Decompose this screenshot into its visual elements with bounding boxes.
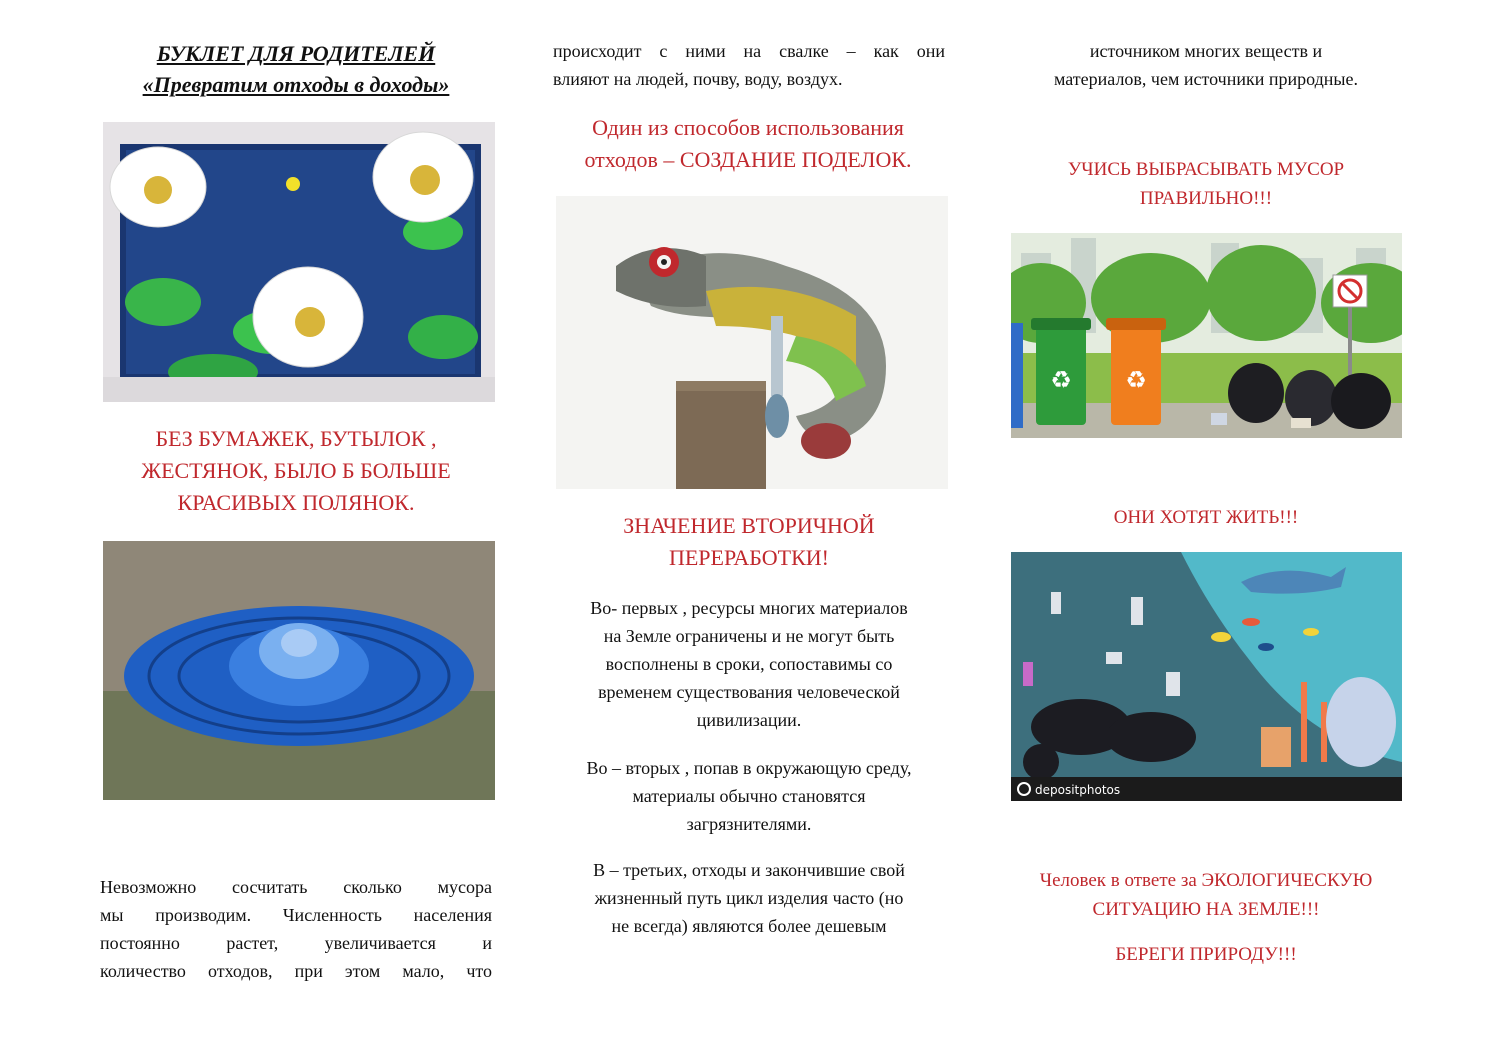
svg-text:♻: ♻ bbox=[1125, 366, 1147, 394]
paragraph-line: материалов, чем источники природные. bbox=[1054, 69, 1358, 89]
recycling-heading-line-2: ПЕРЕРАБОТКИ! bbox=[668, 545, 829, 570]
sorting-heading-line-2: ПРАВИЛЬНО!!! bbox=[1139, 188, 1273, 209]
polluted-ocean-illustration bbox=[1011, 552, 1402, 801]
eco-line-1: Человек в ответе за ЭКОЛОГИЧЕСКУЮ bbox=[1039, 870, 1373, 891]
scrap-metal-chameleon-photo bbox=[556, 196, 948, 489]
eco-statement bbox=[1002, 866, 1410, 924]
watermark-text: depositphotos bbox=[1035, 783, 1121, 797]
crafts-heading bbox=[548, 112, 948, 176]
paragraph-line: влияют на людей, почву, воду, воздух. bbox=[553, 69, 843, 89]
point-line: Во – вторых , попав в окружающую среду, bbox=[586, 758, 912, 778]
paragraph-line: источником многих веществ и bbox=[1089, 41, 1323, 61]
recycling-heading-line-1: ЗНАЧЕНИЕ ВТОРИЧНОЙ bbox=[623, 513, 875, 538]
second-point bbox=[547, 754, 951, 838]
sorting-heading bbox=[1008, 155, 1404, 213]
column-2 bbox=[553, 0, 948, 1061]
crafts-heading-line-2: отходов – СОЗДАНИЕ ПОДЕЛОК. bbox=[584, 147, 912, 172]
paragraph-line: постоянно растет, увеличивается и bbox=[100, 933, 492, 953]
point-line: не всегда) являются более дешевым bbox=[611, 916, 887, 936]
slogan bbox=[100, 423, 492, 519]
water-lily-craft-photo bbox=[103, 122, 495, 402]
point-line: на Земле ограничены и не могут быть bbox=[603, 626, 895, 646]
spoon-flower-craft-photo bbox=[103, 541, 495, 800]
continuation-text bbox=[1008, 37, 1404, 93]
crafts-heading-line-1: Один из способов использования bbox=[592, 115, 904, 140]
point-line: цивилизации. bbox=[696, 710, 802, 730]
point-line: жизненный путь цикл изделия часто (но bbox=[594, 888, 904, 908]
paragraph-line: мы производим. Численность населения bbox=[100, 905, 492, 925]
ocean-heading: ОНИ ХОТЯТ ЖИТЬ!!! bbox=[1113, 507, 1299, 528]
eco-line-2: СИТУАЦИЮ НА ЗЕМЛЕ!!! bbox=[1092, 899, 1320, 920]
point-line: материалы обычно становятся bbox=[632, 786, 866, 806]
intro-paragraph bbox=[100, 873, 492, 985]
slogan-line-3: КРАСИВЫХ ПОЛЯНОК. bbox=[177, 490, 415, 515]
paragraph-line: количество отходов, при этом мало, что bbox=[100, 961, 492, 981]
booklet-title bbox=[100, 38, 492, 100]
title-line-1: БУКЛЕТ ДЛЯ РОДИТЕЛЕЙ bbox=[156, 41, 436, 66]
waste-bins-illustration bbox=[1011, 233, 1402, 438]
point-line: временем существования человеческой bbox=[598, 682, 900, 702]
point-line: загрязнителями. bbox=[686, 814, 812, 834]
column-3 bbox=[1008, 0, 1404, 1061]
slogan-line-2: ЖЕСТЯНОК, БЫЛО Б БОЛЬШЕ bbox=[141, 458, 451, 483]
intro-continuation bbox=[553, 37, 945, 93]
closing-slogan: БЕРЕГИ ПРИРОДУ!!! bbox=[1115, 944, 1297, 965]
third-point bbox=[547, 856, 951, 940]
point-line: Во- первых , ресурсы многих материалов bbox=[590, 598, 908, 618]
paragraph-line: происходит с ними на свалке – как они bbox=[553, 41, 945, 61]
svg-text:♻: ♻ bbox=[1050, 366, 1072, 394]
first-point bbox=[547, 594, 951, 734]
slogan-line-1: БЕЗ БУМАЖЕК, БУТЫЛОК , bbox=[155, 426, 437, 451]
point-line: восполнены в сроки, сопоставимы со bbox=[605, 654, 893, 674]
sorting-heading-line-1: УЧИСЬ ВЫБРАСЫВАТЬ МУСОР bbox=[1067, 159, 1345, 180]
column-1 bbox=[100, 0, 492, 1061]
recycling-heading bbox=[553, 510, 945, 574]
point-line: В – третьих, отходы и закончившие свой bbox=[593, 860, 905, 880]
title-line-2: «Превратим отходы в доходы» bbox=[142, 72, 450, 97]
paragraph-line: Невозможно сосчитать сколько мусора bbox=[100, 877, 492, 897]
